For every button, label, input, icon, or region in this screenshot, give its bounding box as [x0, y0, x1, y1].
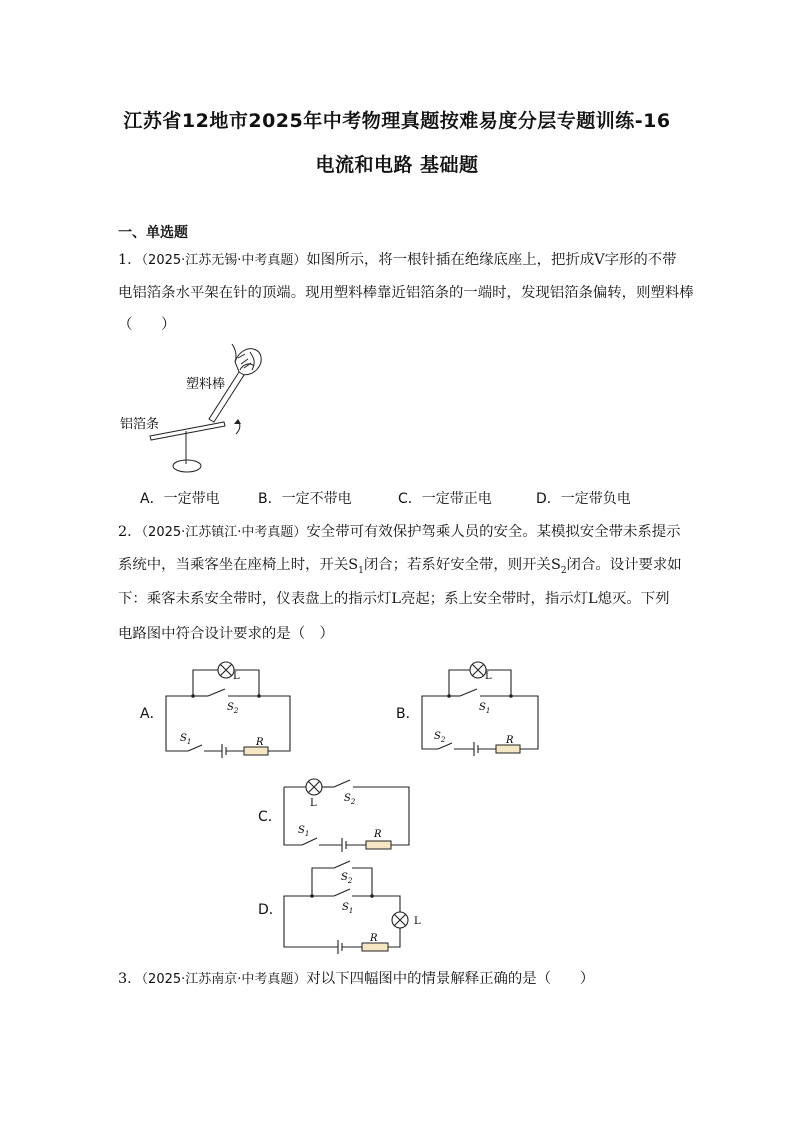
q1-text-1: 如图所示，将一根针插在绝缘底座上，把折成V字形的不带 — [306, 252, 677, 268]
switch-s2-icon — [334, 780, 350, 787]
top-switch-label: $S_1$ — [479, 702, 491, 715]
resistor-label: R — [374, 829, 382, 840]
foil-label: 铝箔条 — [120, 417, 160, 432]
circuit-c-label[interactable]: C． — [258, 809, 282, 825]
q1-option-b[interactable] — [258, 488, 352, 508]
q2-source: （2025·江苏镇江·中考真题） — [141, 525, 307, 540]
q1-source: （2025·江苏无锡·中考真题） — [141, 253, 307, 268]
circuit-a-label[interactable]: A． — [140, 706, 164, 722]
battery-icon — [338, 940, 342, 954]
resistor-icon — [362, 943, 388, 951]
q3-number: 3． — [118, 971, 142, 987]
q2-sub-2: 2 — [560, 565, 567, 576]
option-letter: B． — [258, 491, 282, 507]
q2-line3: 下：乘客未系安全带时，仪表盘上的指示灯L亮起；系上安全带时，指示灯L熄灭。下列 — [118, 591, 670, 607]
q1-option-d[interactable] — [536, 488, 631, 508]
q3-text: 对以下四幅图中的情景解释正确的是（ ） — [306, 971, 595, 987]
lamp-label: L — [310, 798, 317, 809]
hand-drawing — [232, 344, 261, 375]
switch-s1-icon — [302, 838, 317, 845]
q1-line1 — [118, 248, 677, 269]
resistor-label: R — [370, 933, 378, 944]
resistor-label: R — [256, 737, 264, 748]
resistor-label: R — [506, 735, 514, 746]
top-switch-label: $S_2$ — [227, 702, 239, 715]
q1-line2: 电铝箔条水平架在针的顶端。现用塑料棒靠近铝箔条的一端时，发现铝箔条偏转，则塑料棒 — [118, 285, 694, 301]
circuit-a — [158, 652, 298, 762]
rod-label: 塑料棒 — [186, 377, 226, 392]
circuit-d-label[interactable]: D． — [258, 902, 283, 918]
switch-s2-icon — [208, 689, 225, 696]
circuit-b — [414, 652, 554, 762]
lamp-label: L — [485, 671, 492, 682]
q1-option-a[interactable] — [140, 488, 220, 508]
q1-option-c[interactable] — [398, 488, 492, 508]
q2-line4: 电路图中符合设计要求的是（ ） — [118, 626, 334, 642]
battery-icon — [222, 744, 226, 758]
section-heading-single-choice: 一、单选题 — [118, 225, 188, 241]
page-title-line2: 电流和电路 基础题 — [315, 154, 479, 176]
option-letter: C． — [398, 491, 422, 507]
bottom-switch-label: $S_1$ — [180, 733, 192, 746]
q2-line1 — [118, 520, 681, 541]
circuit-b-label[interactable]: B． — [396, 706, 420, 722]
lamp-label: L — [414, 916, 421, 927]
mid-switch-label: $S_1$ — [342, 902, 354, 915]
option-letter: A． — [140, 491, 164, 507]
q1-number: 1． — [118, 252, 142, 268]
q3-line1 — [118, 967, 594, 988]
option-text: 一定带负电 — [560, 491, 631, 507]
q2-text-2a: 系统中，当乘客坐在座椅上时，开关S — [118, 557, 359, 573]
arrow-head-icon — [234, 419, 241, 424]
bottom-switch-label: $S_2$ — [434, 731, 446, 744]
option-letter: D． — [536, 491, 561, 507]
page-title-line1: 江苏省12地市2025年中考物理真题按难易度分层专题训练-16 — [123, 110, 671, 132]
q2-number: 2． — [118, 524, 142, 540]
lamp-label: L — [233, 671, 240, 682]
top-switch-label: $S_2$ — [341, 872, 353, 885]
q1-line3: （ ） — [118, 317, 176, 333]
circuit-d — [276, 852, 436, 957]
battery-icon — [342, 838, 346, 852]
resistor-icon — [366, 841, 391, 849]
aluminum-foil-strip — [150, 422, 225, 440]
battery-icon — [474, 742, 478, 756]
q3-source: （2025·江苏南京·中考真题） — [141, 972, 307, 987]
q2-text-1: 安全带可有效保护驾乘人员的安全。某模拟安全带未系提示 — [306, 524, 681, 540]
q2-text-2c: 闭合。设计要求如 — [566, 557, 682, 573]
option-text: 一定带正电 — [421, 491, 492, 507]
q2-sub-1: 1 — [358, 565, 364, 576]
switch-s1-icon — [460, 689, 477, 696]
q2-text-2b: 闭合；若系好安全带，则开关S — [363, 557, 561, 573]
circuit-c — [276, 770, 416, 855]
option-text: 一定带电 — [163, 491, 220, 507]
switch-s2-icon — [334, 861, 350, 868]
switch-s1-icon — [334, 889, 350, 896]
resistor-icon — [496, 745, 520, 753]
q2-line2 — [118, 553, 682, 576]
top-switch-label: $S_2$ — [344, 793, 356, 806]
bottom-switch-label: $S_1$ — [298, 825, 310, 838]
insulating-base — [173, 460, 201, 472]
q1-figure — [110, 340, 280, 480]
option-text: 一定不带电 — [281, 491, 352, 507]
resistor-icon — [244, 747, 268, 755]
